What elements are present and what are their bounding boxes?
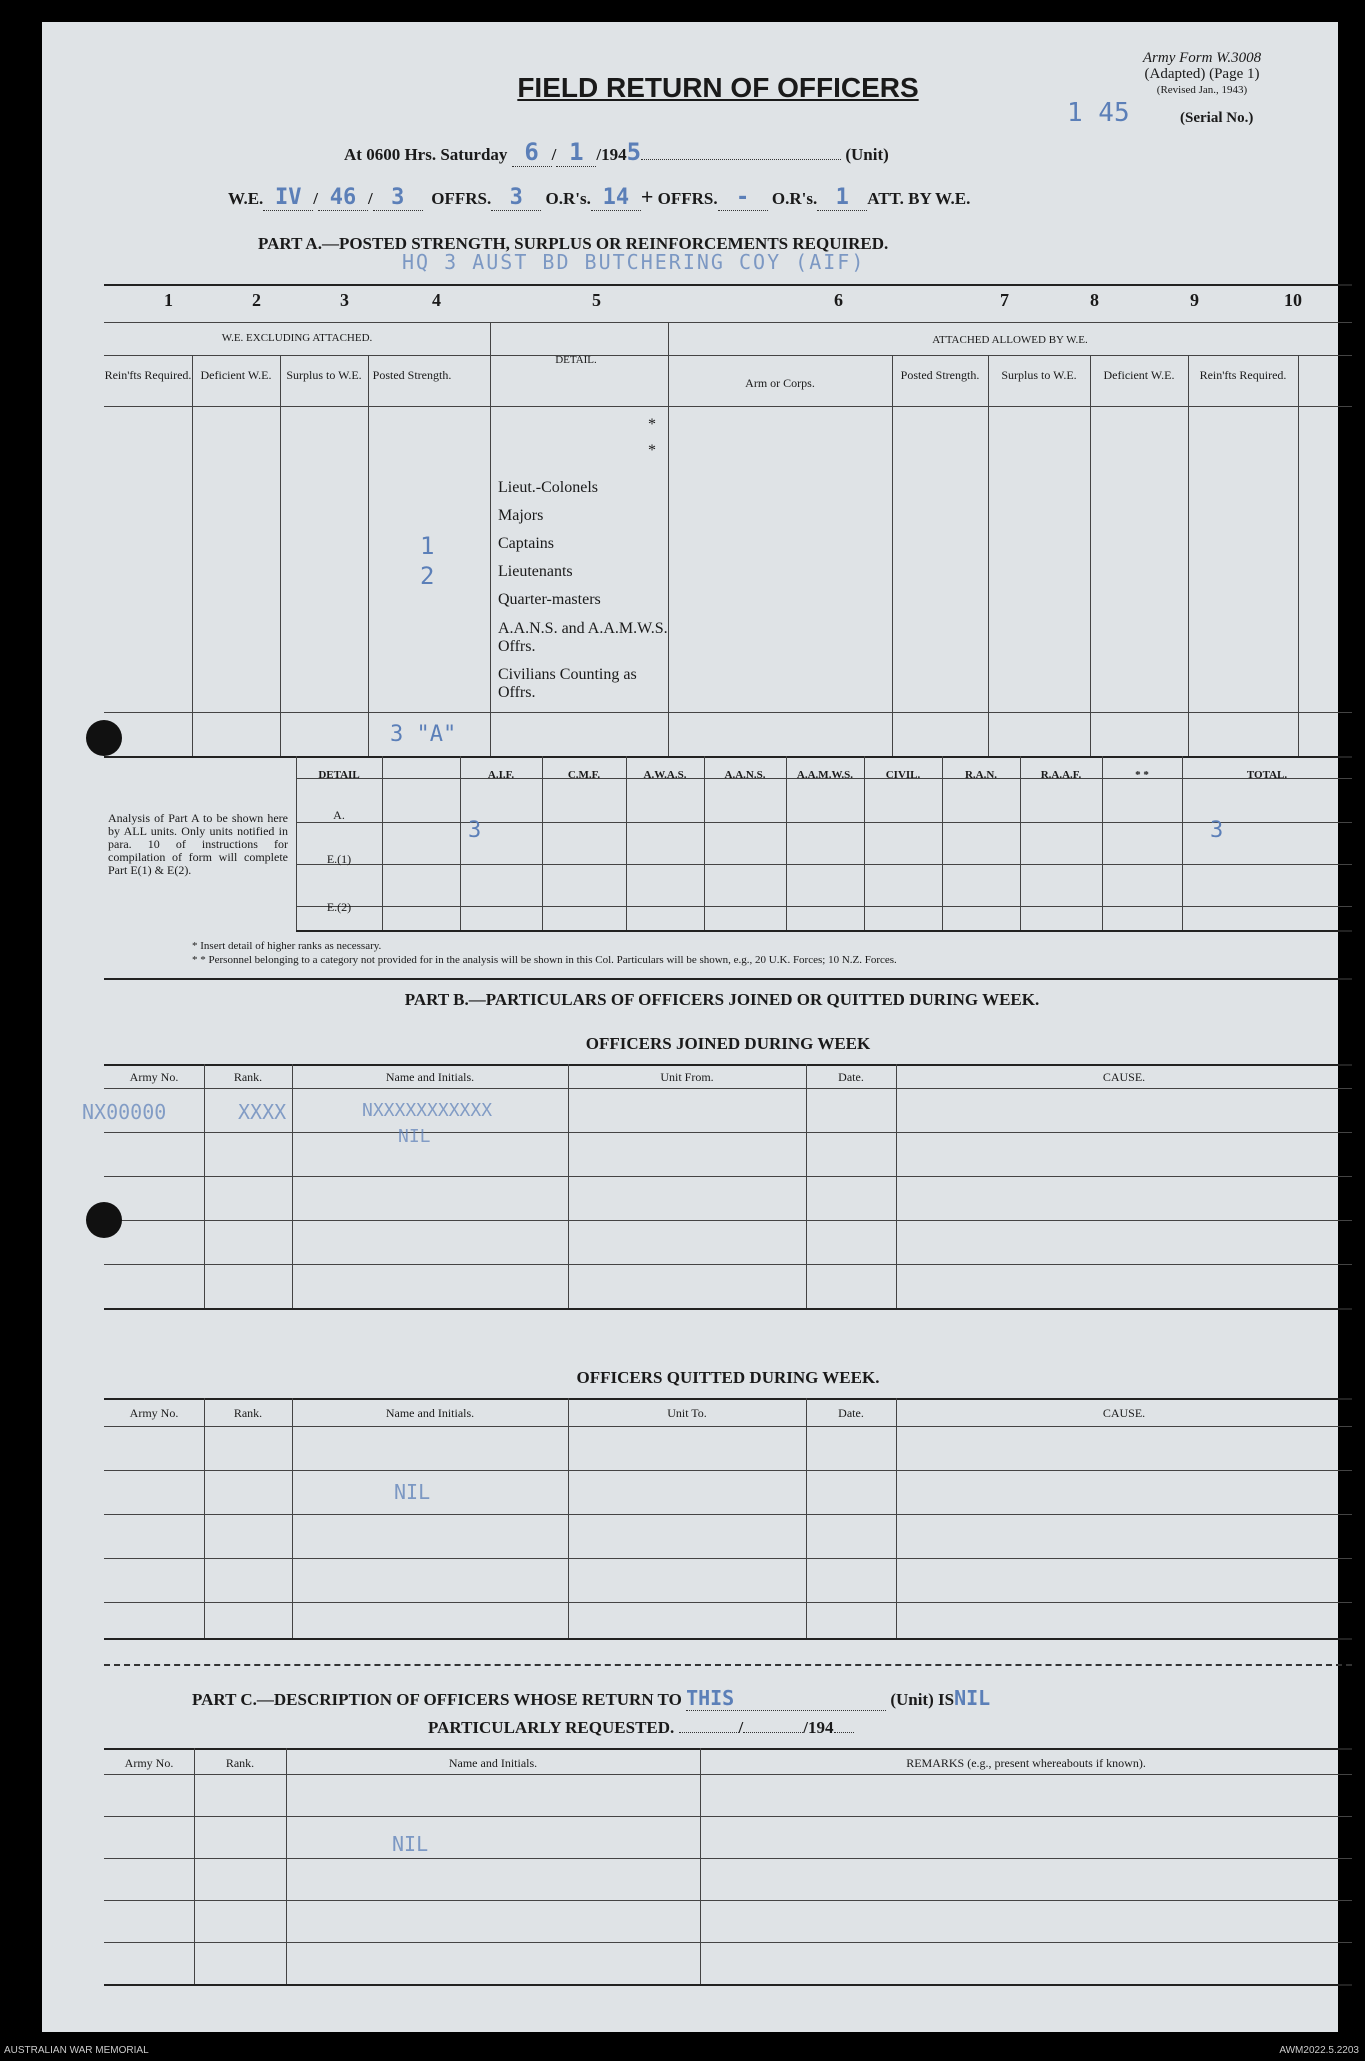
sub-header-posted-left: Posted Strength. bbox=[372, 368, 452, 382]
unit-label: (Unit) bbox=[845, 145, 889, 164]
joined-header-rank: Rank. bbox=[233, 1070, 263, 1084]
serial-label: (Serial No.) bbox=[1180, 110, 1254, 126]
rank-quarter-masters: Quarter-masters bbox=[498, 591, 601, 608]
part-c-header-name: Name and Initials. bbox=[448, 1756, 538, 1770]
column-numbers bbox=[104, 290, 1352, 320]
joined-header-cause: CAUSE. bbox=[1102, 1070, 1146, 1084]
sub-header-deficient-left: Deficient W.E. bbox=[200, 368, 272, 382]
time-line: At 0600 Hrs. Saturday 6 / 1 /1945 (Unit) bbox=[344, 138, 889, 166]
star-2: * bbox=[648, 442, 656, 459]
col-number-6: 6 bbox=[834, 290, 843, 310]
col-number-7: 7 bbox=[1000, 290, 1009, 310]
analysis-row-a: A. bbox=[333, 808, 345, 822]
analysis-header-civil: CIVIL. bbox=[885, 769, 921, 781]
we-value2: 46 bbox=[318, 185, 368, 211]
joined-header-date: Date. bbox=[838, 1070, 864, 1084]
sub-header-arm-corps: Arm or Corps. bbox=[745, 376, 815, 390]
serial-value: 1 45 bbox=[1067, 98, 1130, 128]
part-c-nil: NIL bbox=[392, 1832, 429, 1856]
attached-allowed-header: ATTACHED ALLOWED BY W.E. bbox=[932, 334, 1088, 346]
analysis-aif-a-value: 3 bbox=[468, 818, 482, 843]
analysis-header-aif: A.I.F. bbox=[487, 769, 515, 781]
joined-header-army-no: Army No. bbox=[129, 1070, 179, 1084]
year-suffix: 5 bbox=[626, 138, 642, 166]
rank-list bbox=[498, 474, 668, 702]
joined-header-unit-from: Unit From. bbox=[660, 1070, 714, 1084]
att-label: ATT. BY W.E. bbox=[867, 189, 971, 208]
analysis-header-other: * * bbox=[1135, 769, 1149, 781]
joined-struck-name: NXXXXXXXXXXX bbox=[362, 1100, 493, 1121]
rank-lieut-colonels: Lieut.-Colonels bbox=[498, 479, 598, 496]
analysis-header-total: TOTAL. bbox=[1246, 769, 1288, 781]
analysis-header-raaf: R.A.A.F. bbox=[1040, 769, 1082, 781]
analysis-row-e1: E.(1) bbox=[326, 852, 352, 866]
quitted-header-cause: CAUSE. bbox=[1102, 1406, 1146, 1420]
time-prefix: At 0600 Hrs. Saturday bbox=[344, 145, 508, 164]
star-1: * bbox=[648, 416, 656, 433]
quitted-title: OFFICERS QUITTED DURING WEEK. bbox=[576, 1368, 880, 1387]
analysis-header-detail: DETAIL bbox=[318, 769, 360, 781]
captains-posted-value: 1 bbox=[420, 532, 435, 560]
analysis-header-awas: A.W.A.S. bbox=[643, 769, 687, 781]
rank-captains: Captains bbox=[498, 535, 554, 552]
sub-header-deficient-right: Deficient W.E. bbox=[1103, 368, 1175, 382]
form-sheet bbox=[42, 22, 1338, 2032]
col-number-1: 1 bbox=[164, 290, 173, 310]
part-c-line2: PARTICULARLY REQUESTED. / /194 bbox=[428, 1718, 854, 1738]
punch-hole-bottom bbox=[86, 1202, 122, 1238]
ors2-value: 1 bbox=[817, 185, 867, 211]
unit-stamp: HQ 3 AUST BD BUTCHERING COY (AIF) bbox=[402, 250, 866, 274]
rank-majors: Majors bbox=[498, 507, 544, 524]
sub-header-surplus-right: Surplus to W.E. bbox=[1001, 368, 1077, 382]
analysis-header-ran: R.A.N. bbox=[964, 769, 998, 781]
col-number-4: 4 bbox=[432, 290, 441, 310]
we-label: W.E. bbox=[228, 189, 264, 208]
revised-label: (Revised Jan., 1943) bbox=[1156, 84, 1248, 96]
part-a-title: PART A.—POSTED STRENGTH, SURPLUS OR REINFORCEMENTS REQUIRED. bbox=[258, 234, 889, 253]
part-c-requested: PARTICULARLY REQUESTED. bbox=[428, 1718, 675, 1737]
rank-lieutenants: Lieutenants bbox=[498, 563, 573, 580]
we-value1: IV bbox=[263, 185, 313, 211]
col-number-9: 9 bbox=[1190, 290, 1199, 310]
form-id-block bbox=[1092, 50, 1312, 98]
joined-struck-rank: XXXX bbox=[238, 1100, 287, 1124]
quitted-header-unit-to: Unit To. bbox=[667, 1406, 707, 1420]
part-c-header-army-no: Army No. bbox=[124, 1756, 174, 1770]
analysis-header-aans: A.A.N.S. bbox=[724, 769, 766, 781]
sub-header-surplus-left: Surplus to W.E. bbox=[286, 368, 362, 382]
analysis-header-cmf: C.M.F. bbox=[567, 769, 601, 781]
joined-title: OFFICERS JOINED DURING WEEK bbox=[585, 1034, 871, 1053]
col-number-2: 2 bbox=[252, 290, 261, 310]
part-c-title: PART C.—DESCRIPTION OF OFFICERS WHOSE RETURN TO bbox=[192, 1690, 682, 1709]
analysis-row-e2: E.(2) bbox=[326, 900, 352, 914]
part-c-year: /194 bbox=[803, 1718, 834, 1737]
we-excluding-header: W.E. EXCLUDING ATTACHED. bbox=[221, 332, 373, 344]
part-c-title-line bbox=[192, 1686, 990, 1711]
analysis-total-a-value: 3 bbox=[1210, 818, 1224, 843]
ors-value: 14 bbox=[591, 185, 641, 211]
rank-aans: A.A.N.S. and A.A.M.W.S. Offrs. bbox=[498, 620, 668, 655]
punch-hole-top bbox=[86, 720, 122, 756]
we-value3: 3 bbox=[373, 185, 423, 211]
part-c-unit-is: (Unit) IS bbox=[890, 1690, 955, 1709]
sub-header-reinfts-left: Rein'fts Required. bbox=[104, 368, 192, 382]
footer-right: AWM2022.5.2203 bbox=[1279, 2045, 1359, 2056]
joined-nil: NIL bbox=[398, 1126, 431, 1147]
col-number-8: 8 bbox=[1090, 290, 1099, 310]
quitted-header-army-no: Army No. bbox=[129, 1406, 179, 1420]
ors2-label: O.R's. bbox=[771, 189, 818, 208]
analysis-header-aamws: A.A.M.W.S. bbox=[796, 769, 854, 781]
offrs2-label: OFFRS. bbox=[657, 189, 718, 208]
we-line: W.E. IV / 46 / 3 OFFRS. 3 O.R's. 14 + OFFRS. - O.R's. 1 ATT. BY W.E. bbox=[228, 184, 971, 210]
col-number-10: 10 bbox=[1284, 290, 1302, 310]
plus-sign: + bbox=[640, 184, 654, 209]
footnote-1: * Insert detail of higher ranks as necessary. bbox=[192, 940, 382, 952]
quitted-header-name: Name and Initials. bbox=[385, 1406, 475, 1420]
sub-header-reinfts-right: Rein'fts Required. bbox=[1199, 368, 1287, 382]
part-b-title: PART B.—PARTICULARS OF OFFICERS JOINED OR QUITTED DURING WEEK. bbox=[404, 990, 1040, 1009]
part-c-header-rank: Rank. bbox=[225, 1756, 255, 1770]
col-number-3: 3 bbox=[340, 290, 349, 310]
army-form-label: Army Form W.3008 bbox=[1142, 50, 1262, 66]
joined-struck-army-no: NX00000 bbox=[82, 1100, 167, 1124]
offrs-value: 3 bbox=[491, 185, 541, 211]
footnote-2: * * Personnel belonging to a category not provided for in the analysis will be shown in this Col. Particulars will be shown, e.g., 20 U.K. Forces; 10 N.Z. Forces. bbox=[192, 954, 897, 966]
quitted-header-rank: Rank. bbox=[233, 1406, 263, 1420]
month-value: 1 bbox=[556, 138, 596, 167]
offrs2-value: - bbox=[718, 185, 768, 211]
part-c-nil-value: NIL bbox=[954, 1686, 991, 1710]
quitted-nil: NIL bbox=[394, 1480, 431, 1504]
part-c-this-value: THIS bbox=[686, 1686, 886, 1711]
offrs-label: OFFRS. bbox=[431, 189, 492, 208]
sub-header-posted-right: Posted Strength. bbox=[900, 368, 980, 382]
day-value: 6 bbox=[512, 138, 552, 167]
joined-header-name: Name and Initials. bbox=[385, 1070, 475, 1084]
ors-label: O.R's. bbox=[545, 189, 591, 208]
analysis-note: Analysis of Part A to be shown here by ALL units. Only units notified in para. 10 of instructions for compilation of form will complete Part E(1) & E(2). bbox=[108, 811, 288, 877]
detail-header: DETAIL. bbox=[555, 354, 597, 366]
footer-left: AUSTRALIAN WAR MEMORIAL bbox=[4, 2045, 149, 2056]
page-title: FIELD RETURN OF OFFICERS bbox=[517, 72, 919, 103]
adapted-label: (Adapted) (Page 1) bbox=[1144, 66, 1260, 82]
total-posted-value: 3 "A" bbox=[390, 722, 457, 747]
year-prefix: /194 bbox=[596, 145, 627, 164]
rank-civilians: Civilians Counting as Offrs. bbox=[498, 666, 637, 701]
col-number-5: 5 bbox=[592, 290, 601, 310]
cut-line bbox=[104, 1664, 1352, 1666]
part-c-header-remarks: REMARKS (e.g., present whereabouts if known). bbox=[906, 1756, 1146, 1770]
lieutenants-posted-value: 2 bbox=[420, 562, 435, 590]
quitted-header-date: Date. bbox=[838, 1406, 864, 1420]
